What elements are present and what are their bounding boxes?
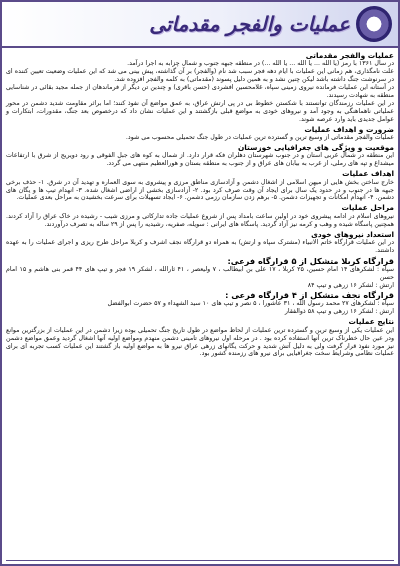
section-heading: قرارگاه نجف متشکل از ۴ قرارگاه فرعی : [225, 290, 394, 301]
paragraph: علت نامگذاری، هم زمانی این عملیات با ایام دهه فجر سبب شد نام (والفجر) بر آن گذاشته، پیش بینی می شد که این عملیات وضعیت تعیین کننده ای در سرنوشت جنگ داشته باشد لیکن چنین نشد و به همین دلیل پسوند (مقدماتی) به کلمه والفجر افزوده شد. [6, 68, 394, 84]
page-title: عملیات والفجر مقدماتی [149, 12, 350, 36]
section-heading: موقعیت و ویژگی های جغرافیایی خوزستان [237, 142, 394, 152]
section-heading: ضرورت و اهداف عملیات [304, 124, 394, 134]
paragraph: ارتش : لشکر ۱۶ زرهی و تیپ ۸۴ [307, 281, 394, 289]
page-header [2, 2, 398, 48]
paragraph: سپاه : لشکرهای ۲۷ محمد رسول الله ، ۳۱ عاشورا ، ۵ نصر و تیپ های ۱۰ سید الشهداء و ۵۷ حضرت ابوالفضل [107, 300, 394, 308]
article-body [6, 51, 394, 358]
paragraph: در آستانه این عملیات فرمانده نیروی زمینی سپاه، غلامحسین افشردی (حسن باقری) و چندین تن دیگر از فرماندهان از جمله مجید بقائی در شناسایی منطقه به شهادت رسیدند. [6, 84, 394, 100]
emblem-icon [356, 6, 392, 42]
paragraph: نیروهای اسلام در ادامه پیشروی خود در اولین ساعت بامداد پس از شروع عملیات جاده تدارکاتی و مرزی شیب - رشیده در خاک عراق را آزاد کردند. همچنین پاسگاه شیده و وهب و کرمه نیز آزاد گردید. پاسگاه های ایرانی : سویله، صفریه، رشیدیه را پس از ۲۹ ساله به تصرف درآوردند. [6, 212, 394, 228]
section-heading: اهداف عملیات [342, 169, 394, 179]
section-heading: قرارگاه کربلا متشکل از ۵ قرارگاه فرعی: [227, 255, 394, 266]
paragraph: در سال ۱۳۶۱ با رمز (یا الله ... یا الله ... یا الله ...) در منطقه جبهه جنوب و شمال چزابه به اجرا درآمد. [127, 60, 394, 68]
footer-divider [6, 560, 394, 561]
paragraph: ارتش : لشکر ۱۶ زرهی و تیپ ۵۸ ذوالفقار [284, 308, 394, 316]
paragraph: عملیات والفجر مقدماتی از وسیع ترین و گسترده ترین عملیات در طول جنگ تحمیلی محسوب می شود. [125, 134, 394, 142]
paragraph: این منطقه در شمال غربی استان و در جنوب شهرستان دهلران فکه قرار دارد. از شمال به کوه های جبل الفوقی و رود دویریج از شرق با ارتفاعات میشداغ و تپه های رملی، از غرب به بیابان های عراق و از جنوب به منطقه بستان و هورالعظیم منتهی می گردد. [6, 152, 394, 168]
section-heading: استعداد نیروهای خودی [311, 229, 394, 239]
section-heading: نتایج عملیات [348, 317, 394, 327]
paragraph: در این عملیات رزمندگان توانستند با شکستن خطوط بی در پی ارتش عراق، به عمق مواضع آن نفوذ کنند؛ اما براثر مقاومت شدید دشمن در محور عملیاتی ناهماهنگی به وجود آمد و نیروهای خودی به مواضع قبلی بازگشتند و این عملیات نشان داد که درخصوص بعد جنگ، مقدورات، ابتکارات و عوامل جدیدی باید وارد عرصه شوند. [6, 99, 394, 123]
paragraph: خارج ساختن بخش هایی از میهن اسلامی از اشغال دشمن و آزادسازی مناطق مرزی و پیشروی به سوی العماره و تهدید آن در شرق. ۱- حذف برخی جبهه ها در جنوب و در حدود یک سال برای ایجاد آن وقت صرف کرد بود. ۲- آزادسازی بخشی از اراضی اشغال شده. ۳- انهدام تیپ ها و یگان های دشمن. ۴- انهدام امکانات و تجهیزات دشمن. ۵- برهم زدن سازمان رزمی دشمن. ۶- ایجاد تسهیلات برای سرعت بخشیدن به مراحل بعدی عملیات. [6, 178, 395, 202]
section-heading: مراحل عملیات [341, 203, 394, 213]
paragraph: این عملیات یکی از وسیع ترین و گسترده ترین عملیات از لحاظ مواضع در طول تاریخ جنگ تحمیلی بوده زیرا دشمن در این عملیات از بزرگترین موانع ودر عین حال خطرناک ترین آنها استفاده کرده بود . در مرحله اول نیروهای تامینی دشمن منهدم ومواضع اولیه آنها اشغال گردید وعمق مواضع دشمن نیز مورد نفوذ قرار گرفت ولی به دلیل آتش شدید و حرکت یگانهای زرهی عراق نیرو ها به مواضع اولیه باز گشتند این عملیات کسب تجربه ای برای عملیات نظامی وشرایط سخت جغرافیایی برای نیرو های رزمنده کشور بود. [6, 326, 394, 358]
paragraph: سپاه : لشکرهای ۱۴ امام حسین، ۲۵ کربلا ، ۱۷ علی بن ابیطالب ، ۷ ولیعصر ، ۴۱ ثارالله ، لشکر ۱۹ فجر و تیپ های ۴۴ قمر بنی هاشم و ۱۵ امام حسن [6, 265, 395, 281]
paragraph: در این عملیات قرارگاه خاتم الانبیاء (مشترک سپاه و ارتش) به همراه دو قرارگاه نجف اشرف و کربلا مراحل طرح ریزی و اجرای عملیات را به عهده داشتند. [6, 238, 394, 254]
section-heading: عملیات والفجر مقدماتی [305, 51, 394, 60]
